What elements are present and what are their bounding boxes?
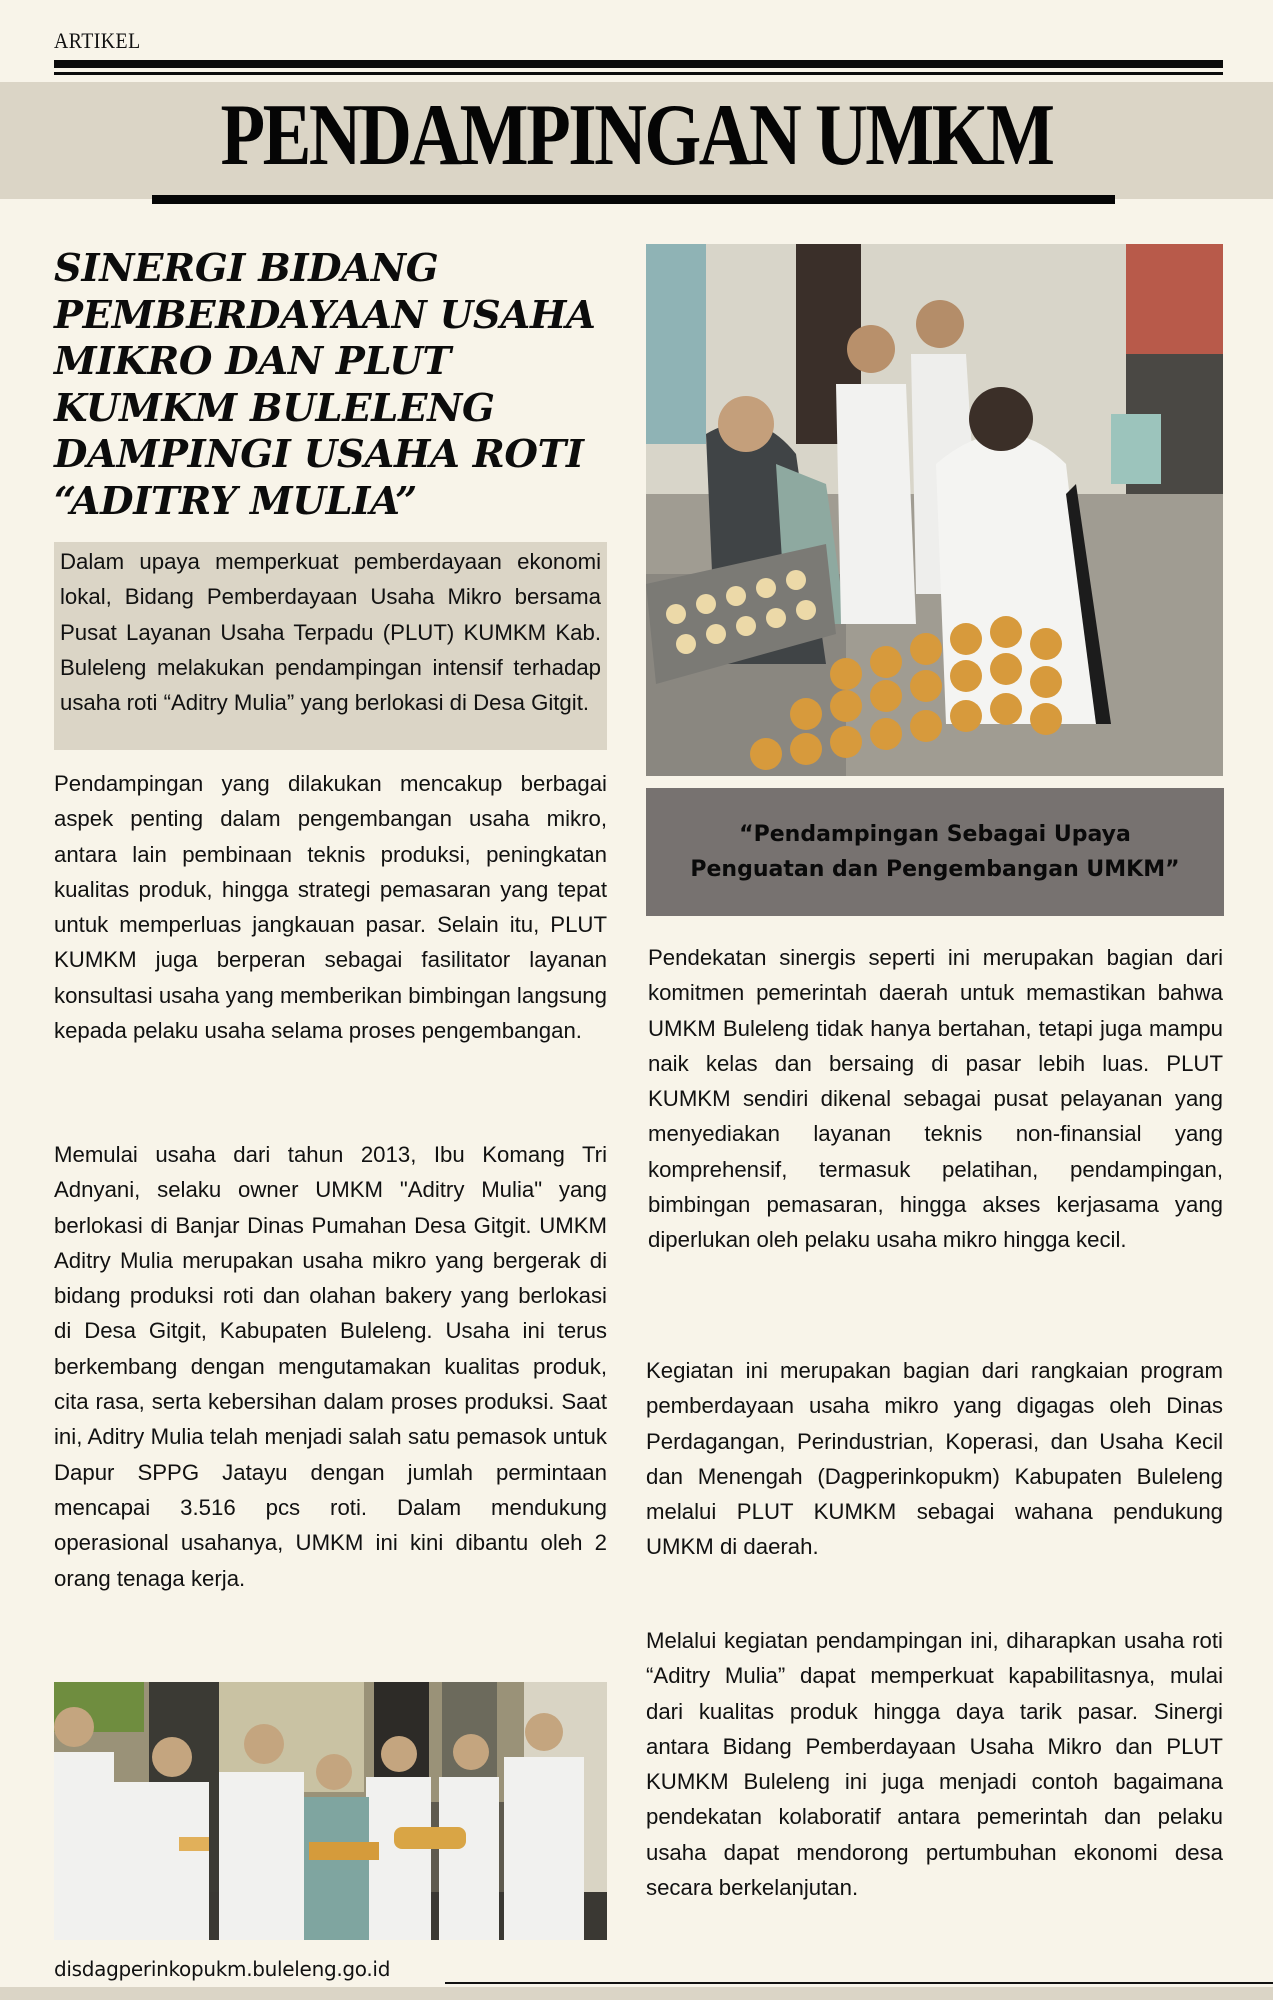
header-rule-thick [54, 60, 1223, 68]
bottom-band [0, 1987, 1273, 2000]
consultation-photo [646, 244, 1223, 776]
headline-line: MIKRO DAN PLUT [54, 339, 451, 384]
group-photo-image [54, 1682, 607, 1940]
body-paragraph: Pendampingan yang dilakukan mencakup berbagai aspek penting dalam pengembangan usaha mikro, antara lain pembinaan teknis produksi, peningkatan kualitas produk, hingga strategi pemasaran yang tepat untuk memperluas jangkauan pasar. Selain itu, PLUT KUMKM juga berperan sebagai fasilitator layanan konsultasi usaha yang memberikan bimbingan langsung kepada pelaku usaha selama proses pengembangan. [54, 771, 607, 1044]
group-photo [54, 1682, 607, 1940]
article-headline [54, 246, 614, 525]
footer-website: disdagperinkopukm.buleleng.go.id [54, 1957, 391, 1981]
masthead-underline [152, 195, 1115, 204]
pull-quote-text: “Pendampingan Sebagai Upaya Penguatan dan Pengembangan UMKM” [690, 822, 1180, 882]
headline-line: SINERGI BIDANG [54, 246, 439, 291]
headline-line: “ADITRY MULIA” [54, 478, 417, 524]
body-paragraph: Kegiatan ini merupakan bagian dari rangkaian program pemberdayaan usaha mikro yang digagas oleh Dinas Perdagangan, Perindustrian, Koperasi, dan Usaha Kecil dan Menengah (Dagperinkopukm) Kabupaten Buleleng melalui PLUT KUMKM sebagai wahana pendukung UMKM di daerah. [646, 1358, 1223, 1560]
consultation-photo-image [646, 244, 1223, 776]
body-paragraph: Pendekatan sinergis seperti ini merupakan bagian dari komitmen pemerintah daerah untuk memastikan bahwa UMKM Buleleng tidak hanya bertahan, tetapi juga mampu naik kelas dan bersaing di pasar lebih luas. PLUT KUMKM sendiri dikenal sebagai pusat pelayanan yang menyediakan layanan teknis non-finansial yang komprehensif, termasuk pelatihan, pendampingan, bimbingan pemasaran, hingga akses kerjasama yang diperlukan oleh pelaku usaha mikro hingga kecil. [648, 945, 1223, 1253]
headline-line: DAMPINGI USAHA ROTI [54, 432, 584, 477]
masthead-title: PENDAMPINGAN UMKM [220, 87, 1053, 184]
headline-line: KUMKM BULELENG [54, 385, 495, 431]
footer-rule [445, 1982, 1273, 1984]
lead-paragraph: Dalam upaya memperkuat pemberdayaan ekonomi lokal, Bidang Pemberdayaan Usaha Mikro bersama Pusat Layanan Usaha Terpadu (PLUT) KUMKM Kab. Buleleng melakukan pendampingan intensif terhadap usaha roti “Aditry Mulia” yang berlokasi di Desa Gitgit. [60, 549, 601, 716]
headline-line: PEMBERDAYAAN USAHA [54, 292, 596, 338]
section-kicker: ARTIKEL [54, 28, 141, 53]
pull-quote-box [646, 788, 1224, 916]
header-rule-thin [54, 72, 1223, 75]
body-paragraph: Melalui kegiatan pendampingan ini, diharapkan usaha roti “Aditry Mulia” dapat memperkuat kapabilitasnya, mulai dari kualitas produk hingga daya tarik pasar. Sinergi antara Bidang Pemberdayaan Usaha Mikro dan PLUT KUMKM Buleleng ini juga menjadi contoh bagaimana pendekatan kolaboratif antara pemerintah dan pelaku usaha dapat mendorong pertumbuhan ekonomi desa secara berkelanjutan. [646, 1628, 1223, 1901]
body-paragraph: Memulai usaha dari tahun 2013, Ibu Komang Tri Adnyani, selaku owner UMKM "Aditry Mulia" yang berlokasi di Banjar Dinas Pumahan Desa Gitgit. UMKM Aditry Mulia merupakan usaha mikro yang bergerak di bidang produksi roti dan olahan bakery yang berlokasi di Desa Gitgit, Kabupaten Buleleng. Usaha ini terus berkembang dengan mengutamakan kualitas produk, cita rasa, serta kebersihan dalam proses produksi. Saat ini, Aditry Mulia telah menjadi salah satu pemasok untuk Dapur SPPG Jatayu dengan jumlah permintaan mencapai 3.516 pcs roti. Dalam mendukung operasional usahanya, UMKM ini kini dibantu oleh 2 orang tenaga kerja. [54, 1142, 607, 1591]
